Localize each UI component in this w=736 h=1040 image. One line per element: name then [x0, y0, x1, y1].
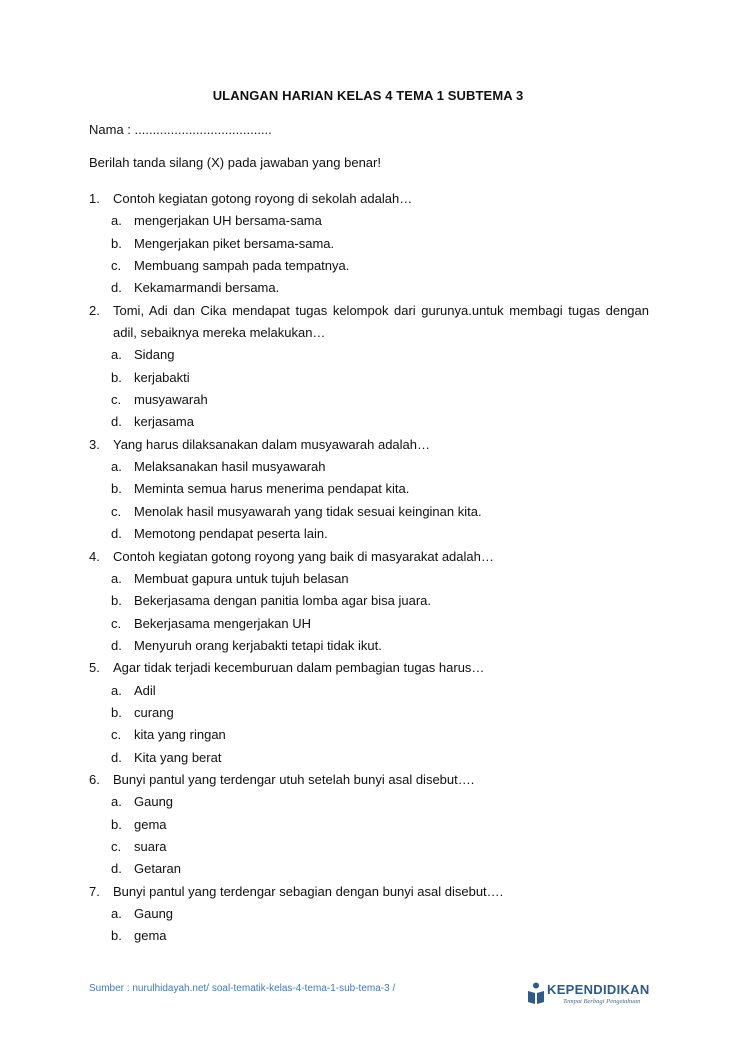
- option-text: gema: [134, 928, 167, 944]
- question-1: [89, 188, 649, 210]
- option-letter: c.: [111, 615, 122, 631]
- question-6: [89, 769, 649, 791]
- option-letter: b.: [111, 928, 122, 944]
- option-text: gema: [134, 816, 167, 832]
- question-number: 3.: [89, 436, 100, 452]
- option-letter: d.: [111, 414, 122, 430]
- option-text: curang: [134, 704, 174, 720]
- option-text: Gaung: [134, 794, 174, 810]
- option-text: mengerjakan UH bersama-sama: [134, 213, 322, 229]
- option-3b: [89, 478, 649, 500]
- option-2a: [89, 344, 649, 366]
- logo-text: KEPENDIDIKAN: [547, 982, 650, 997]
- question-7: [89, 881, 649, 903]
- option-text: suara: [134, 838, 167, 854]
- option-text: Memotong pendapat peserta lain.: [134, 526, 328, 542]
- question-text: Bunyi pantul yang terdengar utuh setelah bunyi asal disebut….: [113, 771, 475, 787]
- option-7b: [89, 925, 649, 947]
- option-text: musyawarah: [134, 392, 208, 408]
- option-letter: c.: [111, 392, 122, 408]
- question-3: [89, 434, 649, 456]
- option-4b: [89, 590, 649, 612]
- option-4c: [89, 613, 649, 635]
- option-letter: a.: [111, 347, 122, 363]
- option-text: Melaksanakan hasil musyawarah: [134, 459, 326, 475]
- option-letter: c.: [111, 503, 122, 519]
- option-6c: [89, 836, 649, 858]
- option-letter: d.: [111, 749, 122, 765]
- option-6a: [89, 791, 649, 813]
- option-letter: c.: [111, 258, 122, 274]
- option-6b: [89, 814, 649, 836]
- option-letter: c.: [111, 838, 122, 854]
- book-person-icon: [527, 982, 545, 1006]
- option-text: Menolak hasil musyawarah yang tidak sesuai keinginan kita.: [134, 503, 482, 519]
- option-letter: d.: [111, 861, 122, 877]
- option-text: Sidang: [134, 347, 175, 363]
- option-text: kita yang ringan: [134, 727, 226, 743]
- option-letter: a.: [111, 213, 122, 229]
- option-letter: d.: [111, 637, 122, 653]
- option-letter: c.: [111, 727, 122, 743]
- option-5d: [89, 747, 649, 769]
- option-text: Adil: [134, 682, 156, 698]
- question-number: 2.: [89, 302, 100, 318]
- question-text: Yang harus dilaksanakan dalam musyawarah adalah…: [113, 436, 431, 452]
- option-letter: b.: [111, 369, 122, 385]
- option-letter: b.: [111, 704, 122, 720]
- option-text: Bekerjasama dengan panitia lomba agar bisa juara.: [134, 593, 432, 609]
- option-letter: d.: [111, 526, 122, 542]
- question-list: [89, 188, 649, 948]
- option-5a: [89, 680, 649, 702]
- question-5: [89, 657, 649, 679]
- instruction-text: Berilah tanda silang (X) pada jawaban yang benar!: [89, 155, 381, 170]
- name-field: Nama : ......................................: [89, 122, 272, 137]
- option-text: Kita yang berat: [134, 749, 222, 765]
- option-2d: [89, 411, 649, 433]
- option-text: Mengerjakan piket bersama-sama.: [134, 235, 335, 251]
- question-text: Tomi, Adi dan Cika mendapat tugas kelompok dari gurunya.untuk membagi tugas dengan adil, sebaiknya mereka melakukan…: [113, 302, 649, 341]
- page-title: ULANGAN HARIAN KELAS 4 TEMA 1 SUBTEMA 3: [212, 88, 524, 103]
- option-letter: a.: [111, 459, 122, 475]
- option-text: Gaung: [134, 906, 174, 921]
- option-letter: b.: [111, 816, 122, 832]
- option-text: Membuat gapura untuk tujuh belasan: [134, 570, 349, 586]
- question-number: 5.: [89, 660, 100, 676]
- option-2b: [89, 367, 649, 389]
- option-2c: [89, 389, 649, 411]
- option-text: Menyuruh orang kerjabakti tetapi tidak ikut.: [134, 637, 382, 653]
- option-letter: a.: [111, 570, 122, 586]
- option-letter: d.: [111, 280, 122, 296]
- option-text: Getaran: [134, 861, 181, 877]
- option-text: Membuang sampah pada tempatnya.: [134, 258, 350, 274]
- option-4a: [89, 568, 649, 590]
- option-3c: [89, 501, 649, 523]
- option-1c: [89, 255, 649, 277]
- logo-tagline: Tempat Berbagi Pengetahuan: [563, 998, 641, 1005]
- option-3d: [89, 523, 649, 545]
- question-text: Contoh kegiatan gotong royong di sekolah adalah…: [113, 191, 413, 206]
- option-text: kerjasama: [134, 414, 194, 430]
- question-number: 4.: [89, 548, 100, 564]
- question-text: Bunyi pantul yang terdengar sebagian dengan bunyi asal disebut….: [113, 883, 504, 899]
- kependidikan-logo: [527, 980, 652, 1012]
- option-5b: [89, 702, 649, 724]
- option-letter: a.: [111, 682, 122, 698]
- option-text: Kekamarmandi bersama.: [134, 280, 280, 296]
- option-letter: b.: [111, 593, 122, 609]
- option-letter: a.: [111, 794, 122, 810]
- question-text: Contoh kegiatan gotong royong yang baik di masyarakat adalah…: [113, 548, 494, 564]
- option-letter: b.: [111, 481, 122, 497]
- option-3a: [89, 456, 649, 478]
- option-text: kerjabakti: [134, 369, 190, 385]
- option-5c: [89, 724, 649, 746]
- option-letter: b.: [111, 235, 122, 251]
- question-2: [89, 300, 649, 345]
- option-1b: [89, 233, 649, 255]
- question-number: 6.: [89, 771, 100, 787]
- option-letter: a.: [111, 906, 122, 921]
- option-1a: [89, 210, 649, 232]
- question-text: Agar tidak terjadi kecemburuan dalam pembagian tugas harus…: [113, 660, 485, 676]
- option-6d: [89, 858, 649, 880]
- question-number: 7.: [89, 883, 100, 899]
- footer-source: Sumber : nurulhidayah.net/ soal-tematik-kelas-4-tema-1-sub-tema-3 /: [89, 983, 396, 994]
- question-number: 1.: [89, 191, 100, 206]
- option-text: Meminta semua harus menerima pendapat kita.: [134, 481, 410, 497]
- option-7a: [89, 903, 649, 925]
- question-4: [89, 546, 649, 568]
- option-text: Bekerjasama mengerjakan UH: [134, 615, 312, 631]
- option-1d: [89, 277, 649, 299]
- option-4d: [89, 635, 649, 657]
